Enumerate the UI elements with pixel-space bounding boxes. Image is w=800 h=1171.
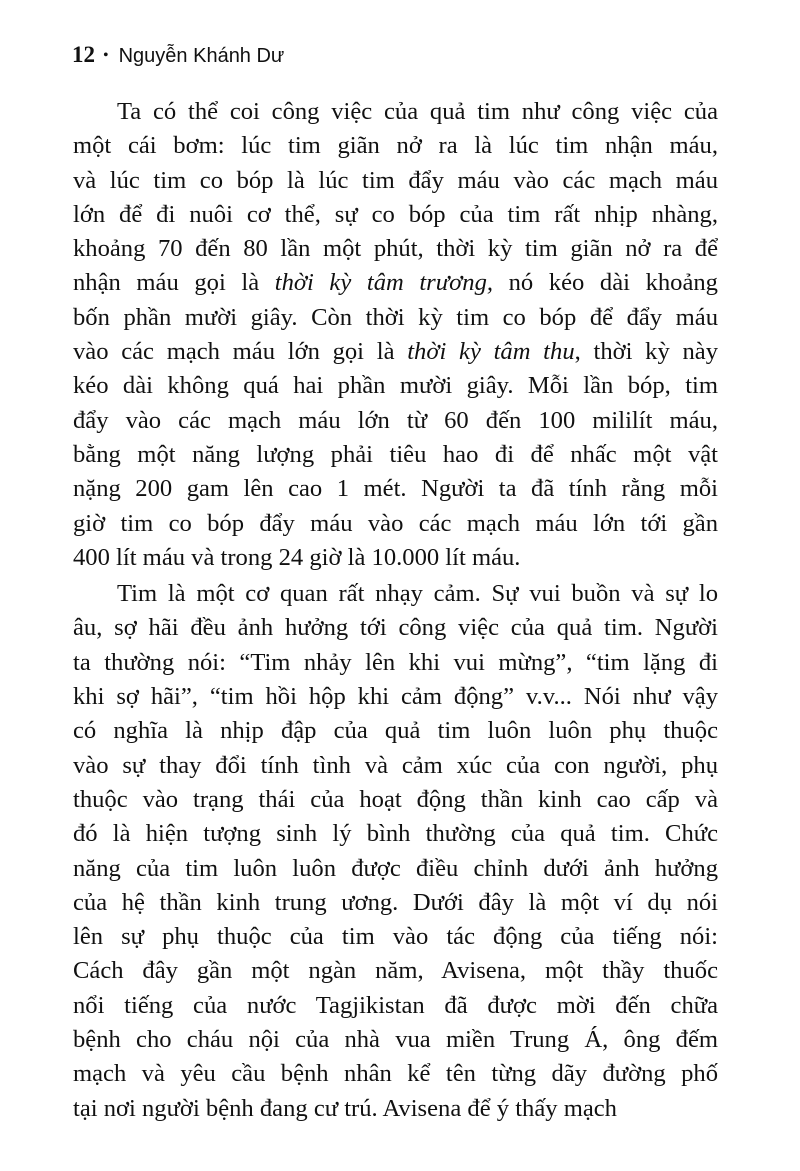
text-line — [73, 198, 718, 232]
text-line — [73, 232, 718, 266]
text-segment: Tim là một cơ quan rất nhạy cảm. Sự vui buồn và sự lo — [117, 580, 718, 608]
text-line — [73, 129, 718, 163]
text-line — [73, 541, 718, 575]
text-segment: giờ tim co bóp đẩy máu vào các mạch máu lớn tới gần — [73, 509, 718, 537]
italic-term: thời kỳ tâm thu — [407, 338, 575, 366]
text-segment: nhận máu gọi là — [73, 269, 275, 297]
paragraph — [73, 95, 718, 575]
text-segment: đó là hiện tượng sinh lý bình thường của quả tim. Chức — [73, 820, 718, 848]
text-line — [73, 611, 718, 645]
text-line — [73, 335, 718, 369]
paragraph — [73, 577, 718, 1126]
text-segment: 400 lít máu và trong 24 giờ là 10.000 lít máu. — [73, 543, 521, 571]
text-segment: âu, sợ hãi đều ảnh hưởng tới công việc của quả tim. Người — [73, 614, 718, 642]
text-segment: kéo dài không quá hai phần mười giây. Mỗi lần bóp, tim — [73, 372, 718, 400]
text-segment: thuộc vào trạng thái của hoạt động thần kinh cao cấp và — [73, 785, 718, 813]
text-segment: bệnh cho cháu nội của nhà vua miền Trung Á, ông đếm — [73, 1026, 718, 1054]
text-line — [73, 301, 718, 335]
text-line — [73, 817, 718, 851]
text-segment: có nghĩa là nhịp đập của quả tim luôn luôn phụ thuộc — [73, 717, 718, 745]
text-segment: tại nơi người bệnh đang cư trú. Avisena để ý thấy mạch — [73, 1094, 617, 1122]
text-segment: nặng 200 gam lên cao 1 mét. Người ta đã tính rằng mỗi — [73, 475, 718, 503]
text-line — [73, 680, 718, 714]
text-segment: khoảng 70 đến 80 lần một phút, thời kỳ tim giãn nở ra để — [73, 235, 718, 263]
text-line — [73, 472, 718, 506]
text-segment: mạch và yêu cầu bệnh nhân kể tên từng dãy đường phố — [73, 1060, 718, 1088]
text-line — [73, 646, 718, 680]
text-segment: vào sự thay đổi tính tình và cảm xúc của con người, phụ — [73, 751, 718, 779]
text-segment: đẩy vào các mạch máu lớn từ 60 đến 100 mililít máu, — [73, 406, 718, 434]
page-number: 12 — [72, 42, 95, 67]
text-line — [73, 749, 718, 783]
text-line — [73, 95, 718, 129]
text-line — [73, 369, 718, 403]
body-text — [73, 95, 718, 1126]
text-line — [73, 954, 718, 988]
text-line — [73, 886, 718, 920]
text-line — [73, 438, 718, 472]
text-segment: Ta có thể coi công việc của quả tim như công việc của — [117, 98, 718, 125]
running-header — [72, 40, 284, 71]
text-line — [73, 989, 718, 1023]
text-segment: của hệ thần kinh trung ương. Dưới đây là một ví dụ nói — [73, 888, 718, 916]
text-segment: lớn để đi nuôi cơ thể, sự co bóp của tim rất nhịp nhàng, — [73, 200, 718, 228]
text-line — [73, 164, 718, 198]
text-segment: , thời kỳ này — [574, 338, 719, 366]
text-line — [73, 404, 718, 438]
text-line — [73, 920, 718, 954]
text-segment: Cách đây gần một ngàn năm, Avisena, một thầy thuốc — [73, 957, 718, 985]
text-line — [73, 1023, 718, 1057]
author-name: Nguyễn Khánh Dư — [118, 45, 285, 67]
text-segment: ta thường nói: “Tim nhảy lên khi vui mừng”, “tim lặng đi — [73, 648, 718, 676]
italic-term: thời kỳ tâm trương, — [274, 269, 494, 297]
text-segment: khi sợ hãi”, “tim hồi hộp khi cảm động” v.v... Nói như vậy — [73, 683, 718, 711]
text-segment: bốn phần mười giây. Còn thời kỳ tim co bóp để đẩy máu — [73, 303, 718, 331]
text-line — [73, 783, 718, 817]
header-bullet: • — [103, 47, 109, 64]
text-segment: và lúc tim co bóp là lúc tim đẩy máu vào các mạch máu — [73, 166, 718, 194]
text-segment: nó kéo dài khoảng — [493, 269, 718, 297]
text-line — [73, 714, 718, 748]
text-line — [73, 1057, 718, 1091]
text-segment: nổi tiếng của nước Tagjikistan đã được mời đến chữa — [73, 991, 718, 1019]
text-line — [73, 266, 718, 300]
text-line — [73, 507, 718, 541]
text-segment: bằng một năng lượng phải tiêu hao đi để nhấc một vật — [73, 440, 718, 468]
text-segment: năng của tim luôn luôn được điều chỉnh dưới ảnh hưởng — [73, 854, 718, 882]
text-line — [73, 1092, 718, 1126]
text-segment: lên sự phụ thuộc của tim vào tác động của tiếng nói: — [73, 923, 718, 951]
text-line — [73, 852, 718, 886]
text-segment: vào các mạch máu lớn gọi là — [73, 338, 408, 366]
text-line — [73, 577, 718, 611]
text-segment: một cái bơm: lúc tim giãn nở ra là lúc tim nhận máu, — [73, 132, 718, 160]
